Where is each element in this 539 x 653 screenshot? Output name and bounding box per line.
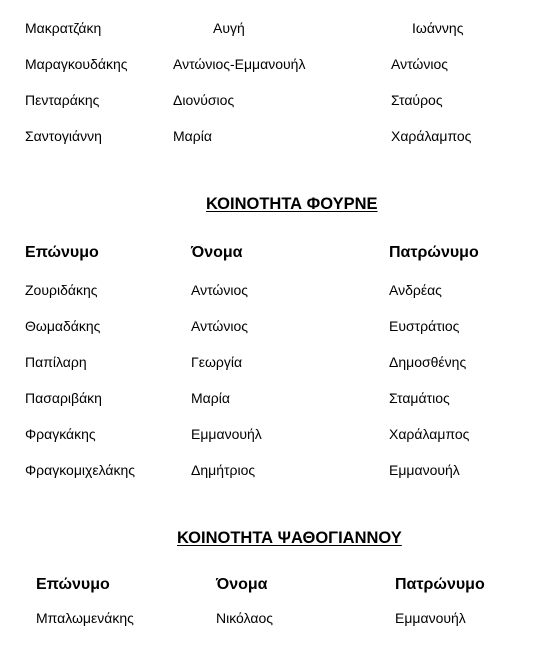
patronymic-cell: Αντώνιος xyxy=(391,56,448,72)
section-title: ΚΟΙΝΟΤΗΤΑ ΨΑΘΟΓΙΑΝΝΟΥ xyxy=(177,529,402,547)
header-surname: Επώνυμο xyxy=(36,576,110,593)
first-name-cell: Αντώνιος-Εμμανουήλ xyxy=(173,56,306,72)
header-surname: Επώνυμο xyxy=(25,244,99,261)
surname-cell: Φραγκάκης xyxy=(25,426,96,442)
first-name-cell: Νικόλαος xyxy=(216,610,273,626)
surname-cell: Θωμαδάκης xyxy=(25,318,101,334)
patronymic-cell: Εμμανουήλ xyxy=(395,610,466,626)
first-name-cell: Γεωργία xyxy=(191,354,243,370)
patronymic-cell: Δημοσθένης xyxy=(389,354,467,370)
surname-cell: Μπαλωμενάκης xyxy=(36,610,134,626)
section-title: ΚΟΙΝΟΤΗΤΑ ΦΟΥΡΝΕ xyxy=(206,195,378,213)
first-name-cell: Αυγή xyxy=(213,20,245,36)
surname-cell: Παπίλαρη xyxy=(25,354,87,370)
first-name-cell: Εμμανουήλ xyxy=(191,426,262,442)
surname-cell: Μακρατζάκη xyxy=(25,20,102,36)
patronymic-cell: Χαράλαμπος xyxy=(391,128,472,144)
surname-cell: Πενταράκης xyxy=(25,92,100,108)
first-name-cell: Αντώνιος xyxy=(191,282,248,298)
surname-cell: Μαραγκουδάκης xyxy=(25,56,128,72)
header-patronymic: Πατρώνυμο xyxy=(395,576,485,593)
header-first-name: Όνομα xyxy=(191,244,243,261)
surname-cell: Φραγκομιχελάκης xyxy=(25,462,136,478)
patronymic-cell: Ιωάννης xyxy=(412,20,464,36)
surname-cell: Πασαριβάκη xyxy=(25,390,102,406)
patronymic-cell: Σταύρος xyxy=(391,92,443,108)
patronymic-cell: Ανδρέας xyxy=(389,282,442,298)
surname-cell: Ζουριδάκης xyxy=(25,282,98,298)
header-patronymic: Πατρώνυμο xyxy=(389,244,479,261)
patronymic-cell: Χαράλαμπος xyxy=(389,426,470,442)
patronymic-cell: Ευστράτιος xyxy=(389,318,460,334)
first-name-cell: Μαρία xyxy=(173,128,212,144)
first-name-cell: Αντώνιος xyxy=(191,318,248,334)
patronymic-cell: Σταμάτιος xyxy=(389,390,450,406)
first-name-cell: Μαρία xyxy=(191,390,230,406)
header-first-name: Όνομα xyxy=(216,576,268,593)
first-name-cell: Διονύσιος xyxy=(173,92,235,108)
first-name-cell: Δημήτριος xyxy=(191,462,256,478)
surname-cell: Σαντογιάννη xyxy=(25,128,102,144)
patronymic-cell: Εμμανουήλ xyxy=(389,462,460,478)
